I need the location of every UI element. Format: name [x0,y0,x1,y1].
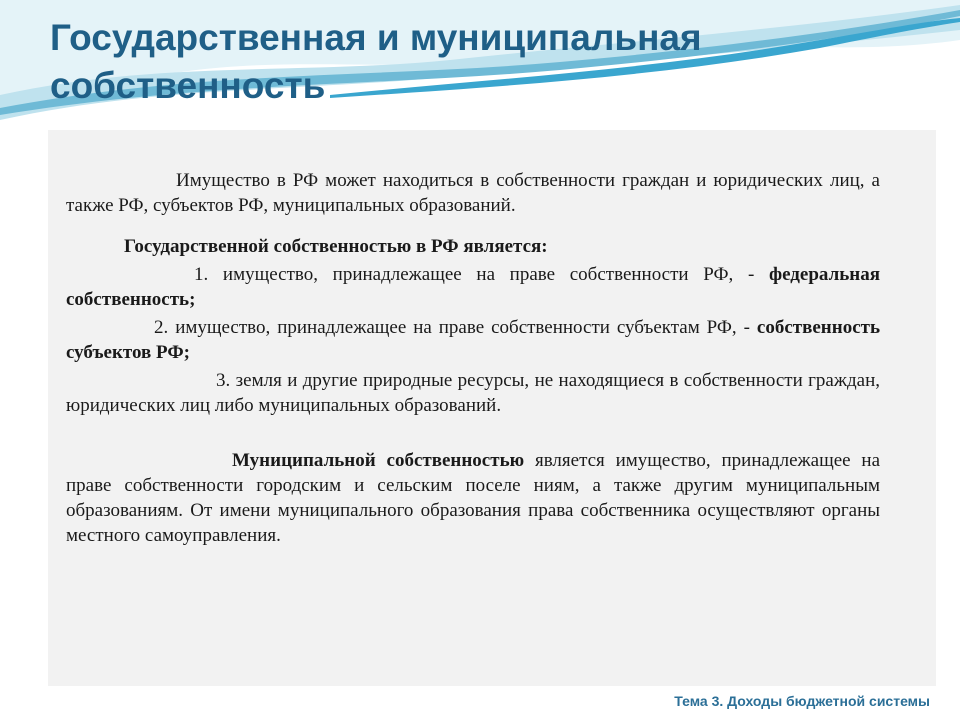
municipal-paragraph [66,448,880,548]
state-property-heading: Государственной собственностью в РФ является: [124,236,548,257]
item-2-bold: собственность субъектов РФ; [66,317,881,363]
item-1-bold: федеральная собственность; [66,264,881,310]
list-item [66,262,880,312]
item-3-text: 3. земля и другие природные ресурсы, не находящиеся в собственности граждан, юридических лиц либо муниципальных образований. [66,370,880,416]
list-item [66,368,880,418]
municipal-text: является имущество, принадлежащее на праве собственности городским и сельским поселе ниям, а также другим муниципальным образованиям. От имени муниципального образования права собственника осуществляют органы местного самоуправления. [66,450,880,546]
slide-content [66,168,880,548]
item-1-text: 1. имущество, принадлежащее на праве собственности РФ, - [194,264,755,285]
item-2-text: 2. имущество, принадлежащее на праве собственности субъектам РФ, - [154,317,750,338]
municipal-bold: Муниципальной собственностью [232,450,525,471]
footer-topic: Тема 3. Доходы бюджетной системы [674,693,930,709]
intro-paragraph [66,168,880,218]
list-item [66,315,880,365]
intro-text: Имущество в РФ может находиться в собственности граждан и юридических лиц, а также РФ, субъектов РФ, муниципальных образований. [66,170,880,216]
state-heading-paragraph [66,234,880,259]
slide-title: Государственная и муниципальная собственность [50,17,702,106]
